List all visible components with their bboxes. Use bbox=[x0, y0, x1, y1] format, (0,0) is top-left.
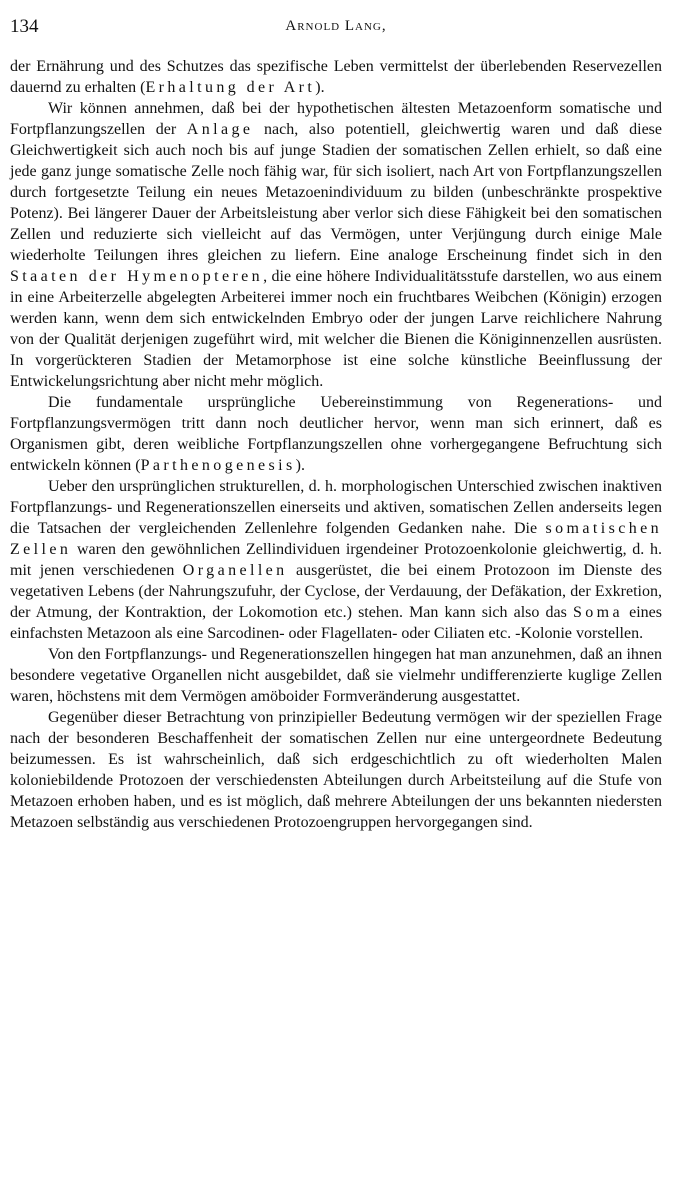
emphasis-spaced: Parthenogenesis bbox=[140, 457, 296, 474]
text-run: nach, also potentiell, gleichwertig waren und daß diese Gleichwertigkeit sich auch noch bis auf junge Stadien der somatischen Zellen erhielt, so daß eine jede ganz junge somatische Zelle noch fähig war, für sich isoliert, nach Art von Fortpflanzungszellen durch fortgesetzte Teilung ein neues Metazoenindividuum zu bilden (unbeschränkte prospektive Potenz). Bei längerer Dauer der Arbeitsleistung aber verlor sich diese Fähigkeit bei den somatischen Zellen und reduzierte sich vielleicht auf das Vermögen, unter Verjüngung durch einige Male wiederholte Teilungen ihres gleichen zu liefern. Eine analoge Erscheinung findet sich in den bbox=[10, 121, 663, 264]
emphasis-spaced: Staaten der Hymenopteren bbox=[10, 268, 264, 285]
emphasis-spaced: Organellen bbox=[182, 562, 288, 579]
text-run: waren den gewöhnlichen Zellindividuen irgendeiner Protozoenkolonie gleichwertig, d. h. mit jenen verschiedenen bbox=[10, 541, 662, 579]
emphasis-spaced: Soma bbox=[572, 604, 624, 621]
paragraph bbox=[10, 56, 662, 98]
emphasis-spaced: somatischen Zellen bbox=[10, 520, 662, 558]
paragraph bbox=[10, 476, 662, 644]
emphasis-spaced: Anlage bbox=[186, 121, 254, 138]
text-run: Von den Fortpflanzungs- und Regenerationszellen hingegen hat man anzunehmen, daß an ihnen besondere vegetative Organellen nicht ausgebildet, daß sie vielmehr undifferenzierte kuglige Zellen waren, höchstens mit dem Vermögen amöboider Formveränderung ausgestattet. bbox=[10, 646, 662, 705]
text-run: , die eine höhere Individualitätsstufe darstellen, wo aus einem in eine Arbeiterzelle abgelegten Arbeiterei immer noch ein fruchtbares Weibchen (Königin) erzogen werden kann, wenn dem sich entwickelnden Embryo oder der jungen Larve reichlichere Nahrung von der Qualität derjenigen zugeführt wird, mit welcher die Bienen die Königinnenzellen ausrüsten. In vorgerückteren Stadien der Metamorphose ist eine solche künstliche Beeinflussung der Entwickelungsrichtung aber nicht mehr möglich. bbox=[10, 268, 662, 390]
text-run: eines einfachsten Metazoon als eine Sarcodinen- oder Flagellaten- oder Ciliaten etc. -Kolonie vorstellen. bbox=[10, 604, 663, 642]
paragraph bbox=[10, 98, 662, 392]
text-run: Wir können annehmen, daß bei der hypothetischen ältesten Metazoenform somatische und Fortpflanzungszellen der bbox=[10, 100, 662, 138]
running-head: Arnold Lang, bbox=[285, 18, 387, 34]
text-run: ). bbox=[295, 457, 305, 474]
text-run: Gegenüber dieser Betrachtung von prinzipieller Bedeutung vermögen wir der speziellen Frage nach der besonderen Beschaffenheit der somatischen Zellen nur eine untergeordnete Bedeutung beizumessen. Es ist wahrscheinlich, daß sich erdgeschichtlich zu oft wiederholten Malen koloniebildende Protozoen der verschiedensten Abteilungen durch Arbeitsteilung auf die Stufe von Metazoen erhoben haben, und es ist möglich, daß mehrere Abteilungen der uns bekannten niedersten Metazoen selbständig aus verschiedenen Protozoengruppen hervorgegangen sind. bbox=[10, 709, 662, 831]
text-run: Die fundamentale ursprüngliche Uebereinstimmung von Regenerations- und Fortpflanzungsvermögen tritt dann noch deutlicher hervor, wenn man sich erinnert, daß es Organismen gibt, deren weibliche Fortpflanzungszellen ohne vorhergegangene Befruchtung sich entwickeln können ( bbox=[10, 394, 662, 474]
text-run: ). bbox=[315, 79, 325, 96]
text-run: Ueber den ursprünglichen strukturellen, d. h. morphologischen Unterschied zwischen inaktiven Fortpflanzungs- und Regenerationszellen einerseits und aktiven, somatischen Zellen anderseits legen die Tatsachen der vergleichenden Zellenlehre folgenden Gedanken nahe. Die bbox=[10, 478, 662, 537]
page-number: 134 bbox=[10, 16, 39, 37]
text-run: der Ernährung und des Schutzes das spezifische Leben vermittelst der überlebenden Reservezellen dauernd zu erhalten ( bbox=[10, 58, 662, 96]
paragraph bbox=[10, 644, 662, 707]
emphasis-spaced: Erhaltung der Art bbox=[145, 79, 316, 96]
page-header bbox=[10, 14, 662, 50]
paragraph bbox=[10, 392, 662, 476]
body-text bbox=[10, 56, 662, 833]
text-run: ausgerüstet, die bei einem Protozoon im Dienste des vegetativen Lebens (der Nahrungszufuhr, der Cyclose, der Verdauung, der Defäkation, der Exkretion, der Atmung, der Kontraktion, der Lokomotion etc.) stehen. Man kann sich also das bbox=[10, 562, 663, 621]
paragraph bbox=[10, 707, 662, 833]
